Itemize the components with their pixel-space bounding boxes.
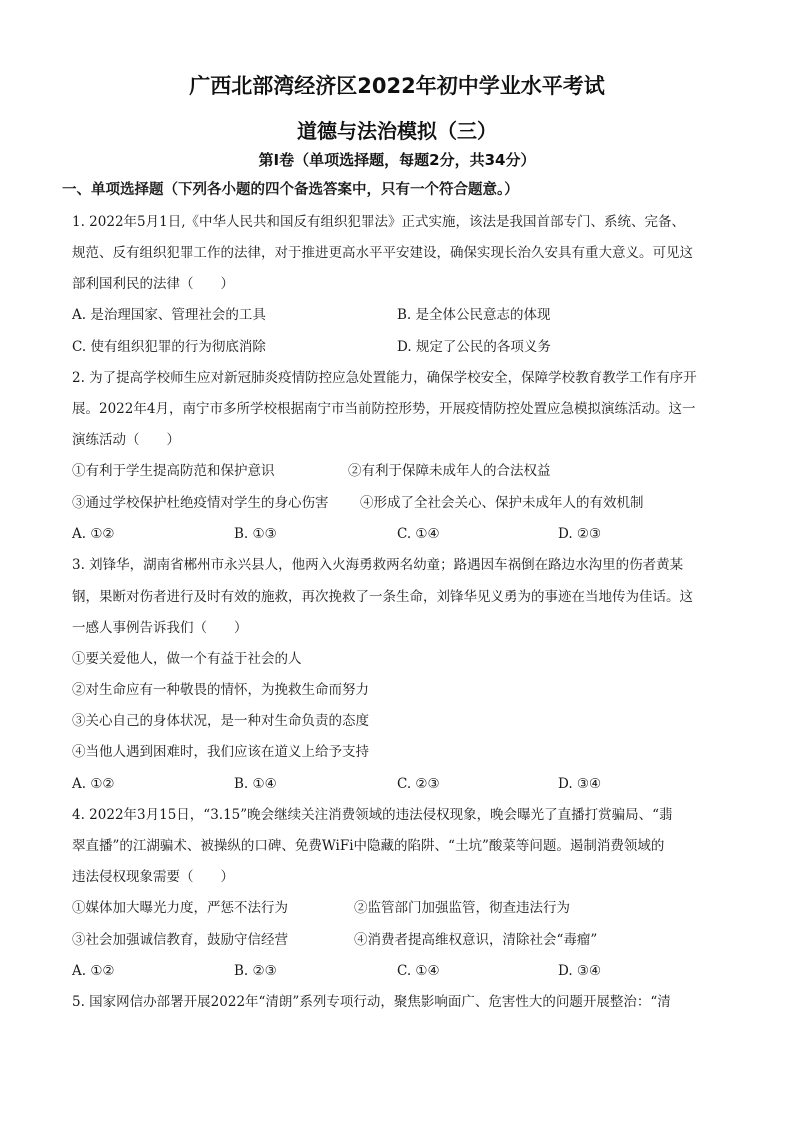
section-heading: 一、单项选择题（下列各小题的四个备选答案中，只有一个符合题意。） xyxy=(62,182,519,198)
q1-stem-line-3: 部利国利民的法律（ ） xyxy=(72,276,234,292)
q1-option-d: D. 规定了公民的各项义务 xyxy=(397,339,551,355)
q3-item-4: ④当他人遇到困难时，我们应该在道义上给予支持 xyxy=(72,744,369,760)
q4-item-3: ③社会加强诚信教育，鼓励守信经营 xyxy=(72,932,288,948)
q2-option-c: C. ①④ xyxy=(397,526,440,542)
q3-option-d: D. ③④ xyxy=(558,776,602,792)
q4-item-1: ①媒体加大曝光力度，严惩不法行为 xyxy=(72,900,288,916)
q5-stem-line-1: 5. 国家网信办部署开展2022年“清朗”系列专项行动，聚焦影响面广、危害性大的问题开展整治：“清 xyxy=(72,994,671,1010)
exam-title: 广西北部湾经济区2022年初中学业水平考试 xyxy=(189,74,605,98)
q2-stem-line-3: 演练活动（ ） xyxy=(72,432,180,448)
q4-stem-line-3: 违法侵权现象需要（ ） xyxy=(72,869,234,885)
q1-stem-line-2: 规范、反有组织犯罪工作的法律，对于推进更高水平平安建设，确保实现长治久安具有重大意义。可见这 xyxy=(72,245,693,261)
q4-stem-line-1: 4. 2022年3月15日，“3.15”晚会继续关注消费领域的违法侵权现象，晚会曝光了直播打赏骗局、“翡 xyxy=(72,807,673,823)
q3-item-1: ①要关爱他人，做一个有益于社会的人 xyxy=(72,651,302,667)
q1-option-c: C. 使有组织犯罪的行为彻底消除 xyxy=(72,339,266,355)
q4-stem-line-2: 翠直播”的江湖骗术、被操纵的口碑、免费WiFi中隐藏的陷阱、“土坑”酸菜等问题。遏制消费领域的 xyxy=(72,838,665,854)
q4-option-c: C. ①④ xyxy=(397,963,440,979)
q1-stem-line-1: 1. 2022年5月1日,《中华人民共和国反有组织犯罪法》正式实施，该法是我国首部专门、系统、完备、 xyxy=(72,214,685,230)
q3-stem-line-2: 钢，果断对伤者进行及时有效的施救，再次挽救了一条生命，刘锋华见义勇为的事迹在当地传为佳话。这 xyxy=(72,589,693,605)
q2-stem-line-2: 展。2022年4月，南宁市多所学校根据南宁市当前防控形势，开展疫情防控处置应急模拟演练活动。这一 xyxy=(72,401,696,417)
q3-stem-line-1: 3. 刘锋华，湖南省郴州市永兴县人，他两入火海勇救两名幼童；路遇因车祸倒在路边水沟里的伤者黄某 xyxy=(72,557,684,573)
q3-option-c: C. ②③ xyxy=(397,776,440,792)
exam-subtitle: 道德与法治模拟（三） xyxy=(297,119,497,143)
part-heading: 第Ⅰ卷（单项选择题，每题2分，共34分） xyxy=(258,151,536,169)
q2-item-3: ③通过学校保护杜绝疫情对学生的身心伤害 xyxy=(72,495,329,511)
q4-option-d: D. ③④ xyxy=(558,963,602,979)
q4-option-b: B. ②③ xyxy=(234,963,277,979)
q4-option-a: A. ①② xyxy=(72,963,115,979)
q3-item-3: ③关心自己的身体状况，是一种对生命负责的态度 xyxy=(72,713,369,729)
q2-item-2: ②有利于保障未成年人的合法权益 xyxy=(348,463,551,479)
q2-option-d: D. ②③ xyxy=(558,526,602,542)
q1-option-a: A. 是治理国家、管理社会的工具 xyxy=(72,307,266,323)
q2-item-1: ①有利于学生提高防范和保护意识 xyxy=(72,463,275,479)
q2-option-b: B. ①③ xyxy=(234,526,277,542)
q3-item-2: ②对生命应有一种敬畏的情怀，为挽救生命而努力 xyxy=(72,682,369,698)
q2-item-4: ④形成了全社会关心、保护未成年人的有效机制 xyxy=(360,495,644,511)
q2-stem-line-1: 2. 为了提高学校师生应对新冠肺炎疫情防控应急处置能力，确保学校安全，保障学校教育教学工作有序开 xyxy=(72,370,697,386)
q4-item-2: ②监管部门加强监管，彻查违法行为 xyxy=(354,900,570,916)
q4-item-4: ④消费者提高维权意识，清除社会“毒瘤” xyxy=(354,932,598,948)
q1-option-b: B. 是全体公民意志的体现 xyxy=(397,307,551,323)
q3-option-b: B. ①④ xyxy=(234,776,277,792)
q2-option-a: A. ①② xyxy=(72,526,115,542)
q3-option-a: A. ①② xyxy=(72,776,115,792)
q3-stem-line-3: 一感人事例告诉我们（ ） xyxy=(72,620,248,636)
